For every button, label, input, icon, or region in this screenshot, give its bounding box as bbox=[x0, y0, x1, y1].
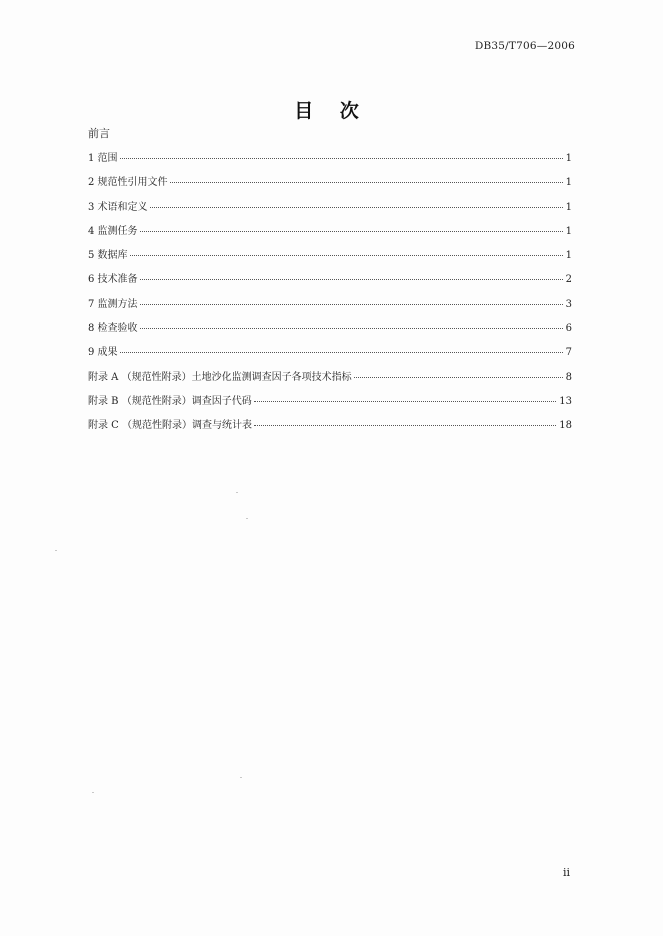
toc-dot-leader bbox=[170, 181, 563, 183]
document-id: DB35/T706—2006 bbox=[474, 40, 575, 52]
toc-entry-page: 18 bbox=[559, 420, 572, 432]
page-number: ii bbox=[562, 866, 570, 879]
scan-speck bbox=[246, 518, 248, 519]
toc-entry-label: 9 成果 bbox=[88, 347, 118, 359]
toc-entry-label: 3 术语和定义 bbox=[88, 201, 148, 213]
toc-dot-leader bbox=[140, 327, 563, 329]
toc-dot-leader bbox=[354, 376, 563, 378]
scan-speck bbox=[236, 492, 238, 493]
toc-entry-page: 6 bbox=[565, 323, 572, 335]
toc-entry[interactable] bbox=[88, 246, 572, 270]
toc-entry-label: 附录 A （规范性附录）土地沙化监测调查因子各项技术指标 bbox=[88, 371, 352, 383]
toc-entry[interactable] bbox=[88, 416, 572, 440]
toc-dot-leader bbox=[150, 206, 563, 208]
toc-dot-leader bbox=[140, 303, 563, 305]
toc-dot-leader bbox=[120, 157, 563, 159]
toc-dot-leader bbox=[120, 351, 563, 353]
toc-entry-page: 3 bbox=[565, 298, 572, 310]
toc-entry-page: 2 bbox=[565, 274, 572, 286]
toc-entry-page: 1 bbox=[565, 177, 572, 189]
toc-entry-label: 6 技术准备 bbox=[88, 274, 138, 286]
toc-entry-label: 1 范围 bbox=[88, 153, 118, 164]
toc-entry[interactable] bbox=[88, 319, 572, 343]
toc-entry-page: 1 bbox=[565, 201, 572, 213]
toc-entry[interactable] bbox=[88, 343, 572, 367]
scan-speck bbox=[240, 777, 242, 778]
toc-entry-label: 2 规范性引用文件 bbox=[88, 177, 168, 189]
toc-dot-leader bbox=[254, 400, 557, 402]
toc-entry-page: 1 bbox=[565, 250, 572, 262]
toc-entry[interactable] bbox=[88, 222, 572, 246]
toc-dot-leader bbox=[254, 424, 556, 426]
toc-entry[interactable] bbox=[88, 295, 572, 319]
toc-entry-page: 1 bbox=[565, 225, 572, 237]
toc-entry-label: 5 数据库 bbox=[88, 250, 128, 262]
table-of-contents bbox=[88, 127, 572, 441]
toc-entry-label: 8 检查验收 bbox=[88, 323, 138, 335]
toc-dot-leader bbox=[140, 230, 563, 232]
toc-entry-page: 7 bbox=[565, 347, 572, 359]
toc-entry-label: 附录 B （规范性附录）调查因子代码 bbox=[88, 395, 252, 407]
toc-entry[interactable] bbox=[88, 270, 572, 294]
scan-speck bbox=[55, 550, 57, 551]
toc-entry-page: 1 bbox=[565, 153, 572, 164]
toc-entry[interactable] bbox=[88, 149, 572, 173]
toc-entry[interactable] bbox=[88, 173, 572, 197]
toc-entry[interactable] bbox=[88, 198, 572, 222]
toc-dot-leader bbox=[140, 278, 563, 280]
toc-entry-page: 8 bbox=[565, 371, 572, 383]
toc-entry-label: 4 监测任务 bbox=[88, 225, 138, 237]
toc-entry[interactable] bbox=[88, 392, 572, 416]
toc-dot-leader bbox=[130, 254, 563, 256]
toc-list bbox=[88, 149, 572, 441]
toc-entry-page: 13 bbox=[559, 395, 572, 407]
toc-entry-label: 7 监测方法 bbox=[88, 298, 138, 310]
toc-preface-entry[interactable]: 前言 bbox=[88, 127, 110, 140]
toc-entry[interactable] bbox=[88, 368, 572, 392]
page-title: 目 次 bbox=[294, 100, 369, 122]
toc-entry-label: 附录 C （规范性附录）调查与统计表 bbox=[88, 420, 253, 432]
scan-speck bbox=[92, 792, 94, 793]
